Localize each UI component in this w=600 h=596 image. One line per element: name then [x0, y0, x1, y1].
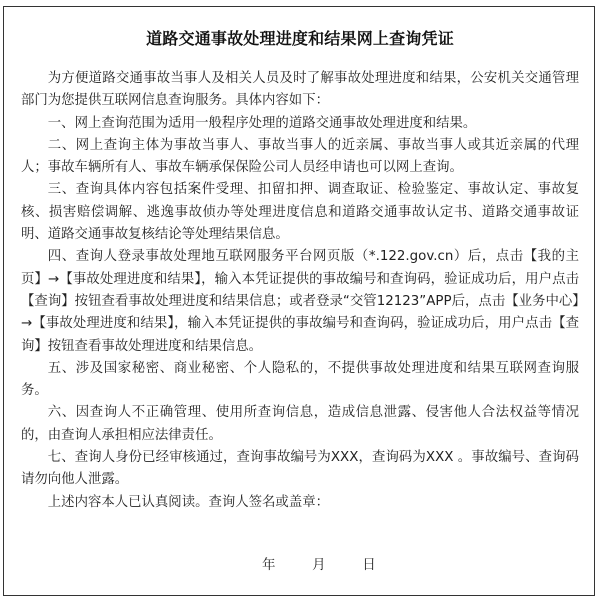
clause-4: 四、查询人登录事故处理地互联网服务平台网页版（*.122.gov.cn）后，点击【我的主页】→【事故处理进度和结果】，输入本凭证提供的事故编号和查询码，验证成功后，用户点击【查询】按钮查看事故处理进度和结果信息；或者登录“交管12123”APP后，点击【业务中心】→【事故处理进度和结果】，输入本凭证提供的事故编号和查询码，验证成功后，用户点击【查询】按钮查看事故处理进度和结果信息。	[21, 249, 579, 354]
clause-1: 一、网上查询范围为适用一般程序处理的道路交通事故处理进度和结果。	[47, 115, 477, 131]
date-year-label: 年	[262, 557, 278, 573]
clause-7: 七、查询人身份已经审核通过，查询事故编号为XXX，查询码为XXX 。事故编号、查询码请勿向他人泄露。	[21, 450, 579, 488]
date-day-label: 日	[362, 557, 378, 573]
intro-paragraph: 为方便道路交通事故当事人及相关人员及时了解事故处理进度和结果，公安机关交通管理部门为您提供互联网信息查询服务。具体内容如下：	[21, 71, 579, 109]
clause-3: 三、查询具体内容包括案件受理、扣留扣押、调查取证、检验鉴定、事故认定、事故复核、损害赔偿调解、逃逸事故侦办等处理进度信息和道路交通事故认定书、道路交通事故证明、道路交通事故复核结论等处理结果信息。	[21, 182, 579, 243]
date-line	[262, 553, 378, 573]
clause-2: 二、网上查询主体为事故当事人、事故当事人的近亲属、事故当事人或其近亲属的代理人；事故车辆所有人、事故车辆承保保险公司人员经申请也可以网上查询。	[21, 137, 579, 176]
signature-line: 上述内容本人已认真阅读。查询人签名或盖章：	[47, 494, 329, 510]
date-month-label: 月	[312, 557, 328, 573]
document-body	[21, 68, 579, 514]
document-title: 道路交通事故处理进度和结果网上查询凭证	[146, 29, 454, 48]
clause-5: 五、涉及国家秘密、商业秘密、个人隐私的，不提供事故处理进度和结果互联网查询服务。	[21, 360, 579, 399]
clause-6: 六、因查询人不正确管理、使用所查询信息，造成信息泄露、侵害他人合法权益等情况的，由查询人承担相应法律责任。	[21, 405, 579, 443]
